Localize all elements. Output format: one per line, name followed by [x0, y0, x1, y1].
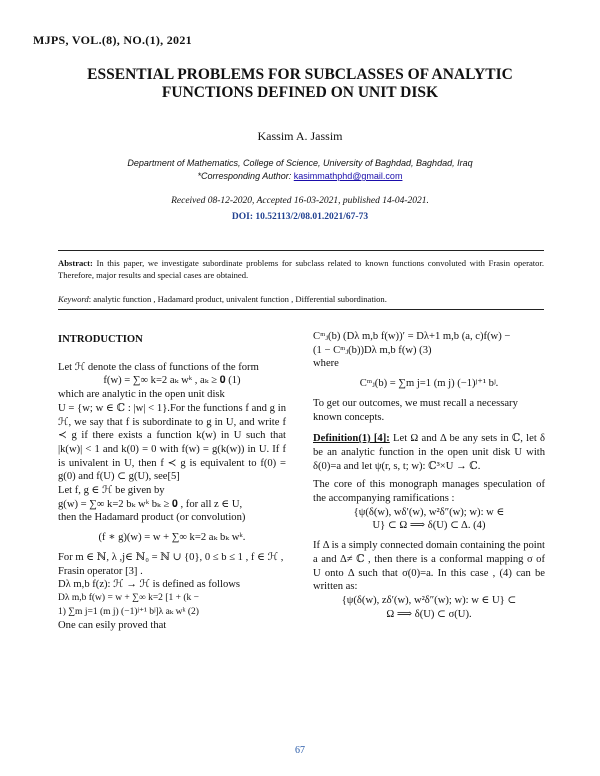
title-line-1: ESSENTIAL PROBLEMS FOR SUBCLASSES OF ANALYTIC: [87, 66, 513, 83]
abstract-label: Abstract:: [58, 258, 93, 268]
definition-1: [313, 432, 545, 473]
publication-dates: Received 08-12-2020, Accepted 16-03-2021, published 14-04-2021.: [171, 196, 429, 206]
author-name: Kassim A. Jassim: [257, 129, 343, 143]
intro-paragraph-4: Let f, g ∈ ℋ be given by: [58, 485, 165, 497]
right-paragraph-1: To get our outcomes, we must recall a necessary known concepts.: [313, 397, 518, 423]
intro-paragraph-3: U = {w; w ∈ ℂ : |w| < 1}.For the functions f and g in ℋ, we say that f is subordinate to g in U, and write f ≺ g if there exists a function k(w) in U such that |k(w)| < 1 and k(0) = 0 with f(w) = g(k(w)) in U. If f is univalent in U, then f ≺ g is equivalent to f(0) = g(0) and f(U) ⊂ g(U), see[5]: [58, 402, 286, 483]
keywords-label: Keyword: [58, 294, 89, 304]
left-column: [58, 333, 286, 633]
equation-3-line-1: Cᵐⱼ(b) (Dλ m,b f(w))′ = Dλ+1 m,b (a, c)f(w) −: [313, 331, 511, 342]
intro-paragraph-1: Let ℋ denote the class of functions of the form: [58, 361, 259, 373]
abstract: [58, 257, 544, 281]
equation-5-line-1: {ψ(δ(w), zδ′(w), w²δ″(w); w): w ∈ U} ⊂: [341, 594, 517, 606]
journal-header: MJPS, VOL.(8), NO.(1), 2021: [33, 33, 192, 47]
equation-4-line-2: U} ⊂ Ω ⟹ δ(U) ⊂ Δ. (4): [372, 520, 486, 532]
equation-2-line-1: Dλ m,b f(w) = w + ∑∞ k=2 [1 + (k −: [58, 592, 199, 603]
right-column: [313, 330, 545, 621]
top-divider: [58, 250, 544, 251]
keywords-text: : analytic function , Hadamard product, univalent function , Differential subordination.: [88, 294, 387, 304]
corresponding-label: *Corresponding Author:: [197, 171, 294, 181]
equation-2-line-2: 1) ∑m j=1 (m j) (−1)ʲ⁺¹ bʲ]λ aₖ wᵏ (2): [58, 606, 199, 617]
equation-5-line-2: Ω ⟹ δ(U) ⊂ σ(U).: [386, 608, 472, 620]
where-text: where: [313, 358, 339, 370]
definition-text: Let Ω and Δ be any sets in ℂ, let δ be an analytic function in the open unit disk U with δ(0)=a and let ψ(r, s, t; w): ℂ³×U → ℂ.: [313, 433, 546, 472]
definition-label: Definition(1) [4]:: [313, 433, 390, 445]
equation-3-line-2: (1 − Cᵐⱼ(b))Dλ m,b f(w) (3): [313, 344, 432, 356]
right-paragraph-2: The core of this monograph manages speculation of the accompanying ramifications :: [313, 479, 545, 505]
title-line-2: FUNCTIONS DEFINED ON UNIT DISK: [161, 84, 439, 101]
intro-paragraph-5: g(w) = ∑∞ k=2 bₖ wᵏ bₖ ≥ 𝟎 , for all z ∈ U,: [58, 498, 243, 510]
right-paragraph-3: If Δ is a simply connected domain containing the point a and Δ≠ ℂ , then there is a conformal mapping σ of U onto Δ such that σ(0)=a. In this case , (4) can be written as:: [313, 540, 545, 593]
keywords: [58, 294, 544, 304]
intro-paragraph-6: then the Hadamard product (or convolution): [58, 512, 246, 524]
affiliation: Department of Mathematics, College of Science, University of Baghdad, Baghdad, Iraq: [127, 158, 473, 168]
intro-paragraph-2: which are analytic in the open unit disk: [58, 389, 225, 401]
paper-title: [40, 66, 560, 102]
equation-convolution: (f ∗ g)(w) = w + ∑∞ k=2 aₖ bₖ wᵏ.: [98, 532, 246, 544]
affiliation-block: [0, 157, 600, 183]
doi-link[interactable]: DOI: 10.52113/2/08.01.2021/67-73: [231, 212, 369, 222]
abstract-text: In this paper, we investigate subordinate problems for subclass related to known functions convoluted with Frasin operator. Therefore, major results and special cases are obtained.: [58, 258, 544, 280]
section-heading-introduction: INTRODUCTION: [58, 334, 143, 345]
email-link[interactable]: kasimmathphd@gmail.com: [293, 171, 403, 181]
equation-cmj: Cᵐⱼ(b) = ∑m j=1 (m j) (−1)ʲ⁺¹ bʲ.: [359, 378, 499, 390]
page-number: 67: [295, 745, 305, 756]
intro-paragraph-9: One can esily proved that: [58, 620, 167, 632]
equation-4-line-1: {ψ(δ(w), wδ′(w), w²δ″(w); w): w ∈: [353, 506, 505, 518]
intro-paragraph-7: For m ∈ ℕ, λ ,j∈ ℕ₀ = ℕ ∪ {0}, 0 ≤ b ≤ 1 , f ∈ ℋ , Frasin operator [3] .: [58, 551, 284, 577]
intro-paragraph-8: Dλ m,b f(z): ℋ → ℋ is defined as follows: [58, 579, 241, 591]
corresponding-author: [0, 170, 600, 183]
bottom-divider: [58, 309, 544, 310]
equation-1: f(w) = ∑∞ k=2 aₖ wᵏ , aₖ ≥ 𝟎 (1): [103, 375, 241, 387]
